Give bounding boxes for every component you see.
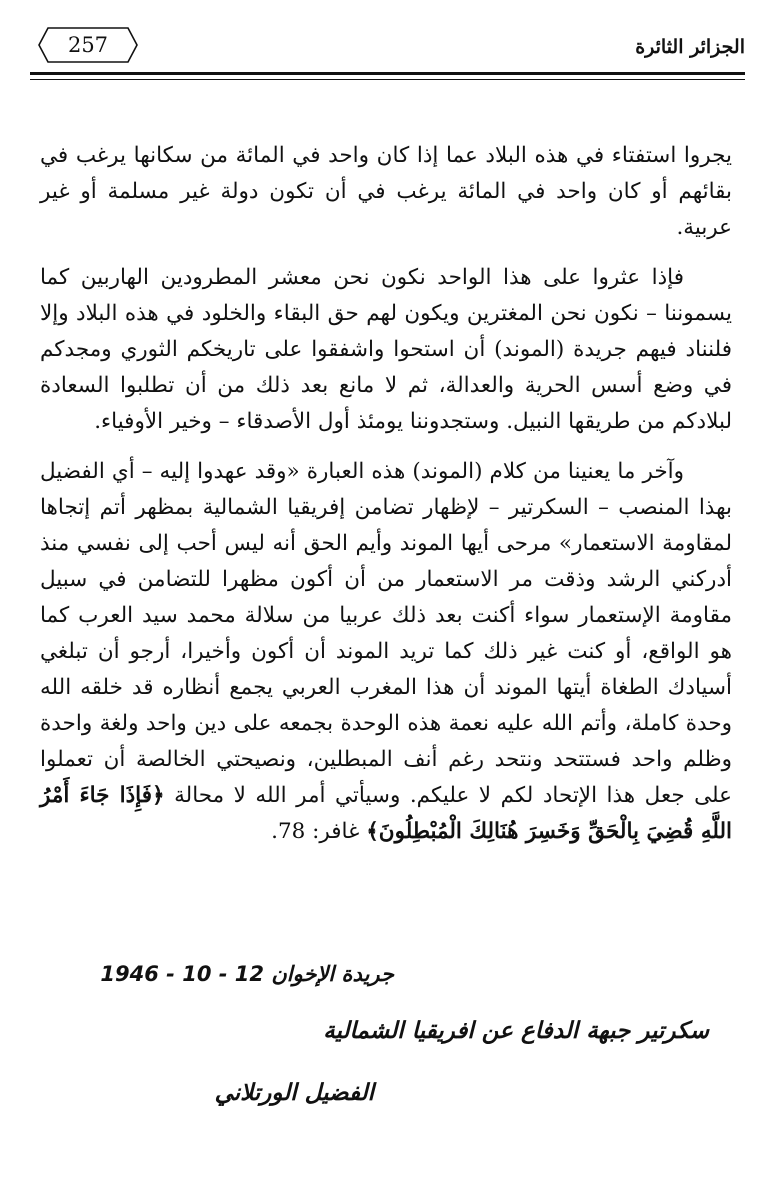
signature-title: سكرتير جبهة الدفاع عن افريقيا الشمالية — [323, 1018, 709, 1044]
header-rule-thin — [30, 79, 745, 80]
header-rule-thick — [30, 72, 745, 75]
page-number: 257 — [67, 33, 109, 57]
paragraph-2: فإذا عثروا على هذا الواحد نكون نحن معشر المطرودين الهاربين كما يسموننا – نكون نحن المغترين ويكون لهم حق البقاء والخلود في هذه البلاد وإلا فلنناد فيهم جريدة (الموند) أن استحوا واشفقوا على تاريخكم الثوري ومجدكم في وضع أسس الحرية والعدالة، ثم لا مانع بعد ذلك من أن تطلبوا السعادة لبلادكم من طريقها النبيل. وستجدوننا يومئذ أول الأصدقاء – وخير الأوفياء. — [40, 265, 732, 434]
paragraph-1: يجروا استفتاء في هذه البلاد عما إذا كان واحد في المائة من سكانها يرغب في بقائهم أو كان واحد في المائة يرغب في أن تكون دولة غير مسلمة أو غير عربية. — [40, 143, 732, 240]
running-title: الجزائر الثائرة — [635, 36, 745, 58]
quran-verse: ﴿فَإِذَا جَاءَ أَمْرُ اللَّهِ قُضِيَ بِالْحَقِّ وَخَسِرَ هُنَالِكَ الْمُبْطِلُونَ﴾ — [40, 783, 732, 844]
verse-reference: غافر: 78. — [271, 819, 360, 844]
signature-newspaper-date: جريدة الإخوان 12 - 10 - 1946 — [100, 962, 394, 986]
signature-name: الفضيل الورتلاني — [214, 1080, 374, 1106]
body-text — [40, 138, 732, 864]
paragraph-3-text: وآخر ما يعنينا من كلام (الموند) هذه العبارة «وقد عهدوا إليه – أي الفضيل بهذا المنصب – السكرتير – لإظهار تضامن إفريقيا الشمالية بمظهر أتم إتجاها لمقاومة الاستعمار» مرحى أيها الموند وأيم الحق أنه ليس أحب إلى نفسي منذ أدركني الرشد وذقت مر الاستعمار من أن أكون مظهرا للتضامن في سبيل مقاومة الإستعمار سواء أكنت بعد ذلك عربيا من سلالة محمد سيد العرب كما هو الواقع، أو كنت غير ذلك كما تريد الموند أن أكون وأخيرا، أرجو أن تبلغي أسيادك الطغاة أيتها الموند أن هذا المغرب العربي يجمع أنظاره قد خلقه الله وحدة كاملة، وأتم الله عليه نعمة هذه الوحدة بجمعه على دين واحد ولغة واحدة وظلم واحد فستتحد ونتحد رغم أنف المبطلين، ونصيحتي الخالصة أن تعملوا على جعل هذا الإتحاد لكم لا عليكم. وسيأتي أمر الله لا محالة — [40, 459, 732, 808]
paragraph-3 — [40, 454, 732, 850]
page-header — [30, 22, 745, 78]
page-number-frame — [38, 26, 138, 64]
